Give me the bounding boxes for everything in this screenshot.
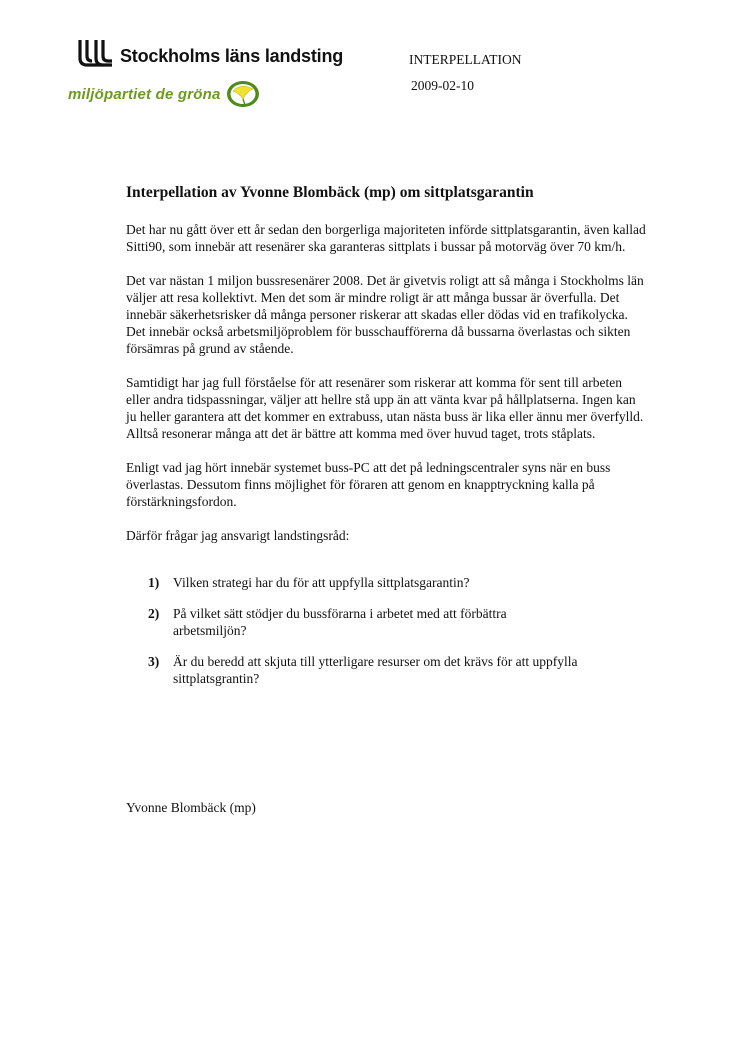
question-text: Vilken strategi har du för att uppfylla sittplatsgarantin? <box>173 575 470 590</box>
document-date: 2009-02-10 <box>411 78 474 93</box>
party-logo <box>68 79 261 109</box>
signature: Yvonne Blombäck (mp) <box>126 800 256 815</box>
sll-logo <box>76 38 343 68</box>
question-item <box>148 574 646 591</box>
paragraph: Det har nu gått över ett år sedan den borgerliga majoriteten införde sittplatsgarantin, även kallad Sitti90, som innebär att resenärer ska garanteras sittplats i bussar på motorväg över 70 km/h. <box>126 222 646 254</box>
question-number: 3) <box>148 654 160 669</box>
paragraph: Det var nästan 1 miljon bussresenärer 2008. Det är givetvis roligt att så många i Stockholms län väljer att resa kollektivt. Men det som är mindre roligt är att många bussar är överfulla. Det innebär säkerhetsrisker då många personer riskerar att skadas eller dödas vid en trafikolycka. Det innebär också arbetsmiljöproblem för busschaufförerna då bussarna överlastas och sikten försämras på grund av stående. <box>126 273 644 356</box>
party-name: miljöpartiet de gröna <box>68 85 221 103</box>
paragraph: Därför frågar jag ansvarigt landstingsråd: <box>126 528 350 543</box>
org-name: Stockholms läns landsting <box>120 45 344 66</box>
question-item <box>148 605 646 639</box>
paragraph: Enligt vad jag hört innebär systemet buss-PC att det på ledningscentraler syns när en buss överlastas. Dessutom finns möjlighet för föraren att genom en knapptryckning kalla på förstärkningsfordon. <box>126 460 611 509</box>
sll-emblem-icon <box>76 38 116 68</box>
question-text: På vilket sätt stödjer du bussförarna i arbetet med att förbättra arbetsmiljön? <box>173 606 507 638</box>
paragraph: Samtidigt har jag full förståelse för att resenärer som riskerar att komma för sent till arbeten eller andra tidspassningar, väljer att hellre stå upp än att vänta kvar på hållplatserna. Ingen kan ju heller garantera att det kommer en extrabuss, utan nästa buss är lika eller ännu mer överfylld. Alltså resonerar många att det är bättre att komma med över huvud taget, trots ståplats. <box>126 375 644 441</box>
question-item <box>148 653 646 687</box>
question-number: 1) <box>148 575 160 590</box>
question-number: 2) <box>148 606 160 621</box>
document-body <box>126 184 646 701</box>
document-title: Interpellation av Yvonne Blombäck (mp) om sittplatsgarantin <box>126 184 534 201</box>
dandelion-icon <box>225 79 261 109</box>
question-list <box>126 574 646 687</box>
question-text: Är du beredd att skjuta till ytterligare resurser om det krävs för att uppfylla sittplatsgrantin? <box>173 654 578 686</box>
document-type: INTERPELLATION <box>409 52 522 67</box>
